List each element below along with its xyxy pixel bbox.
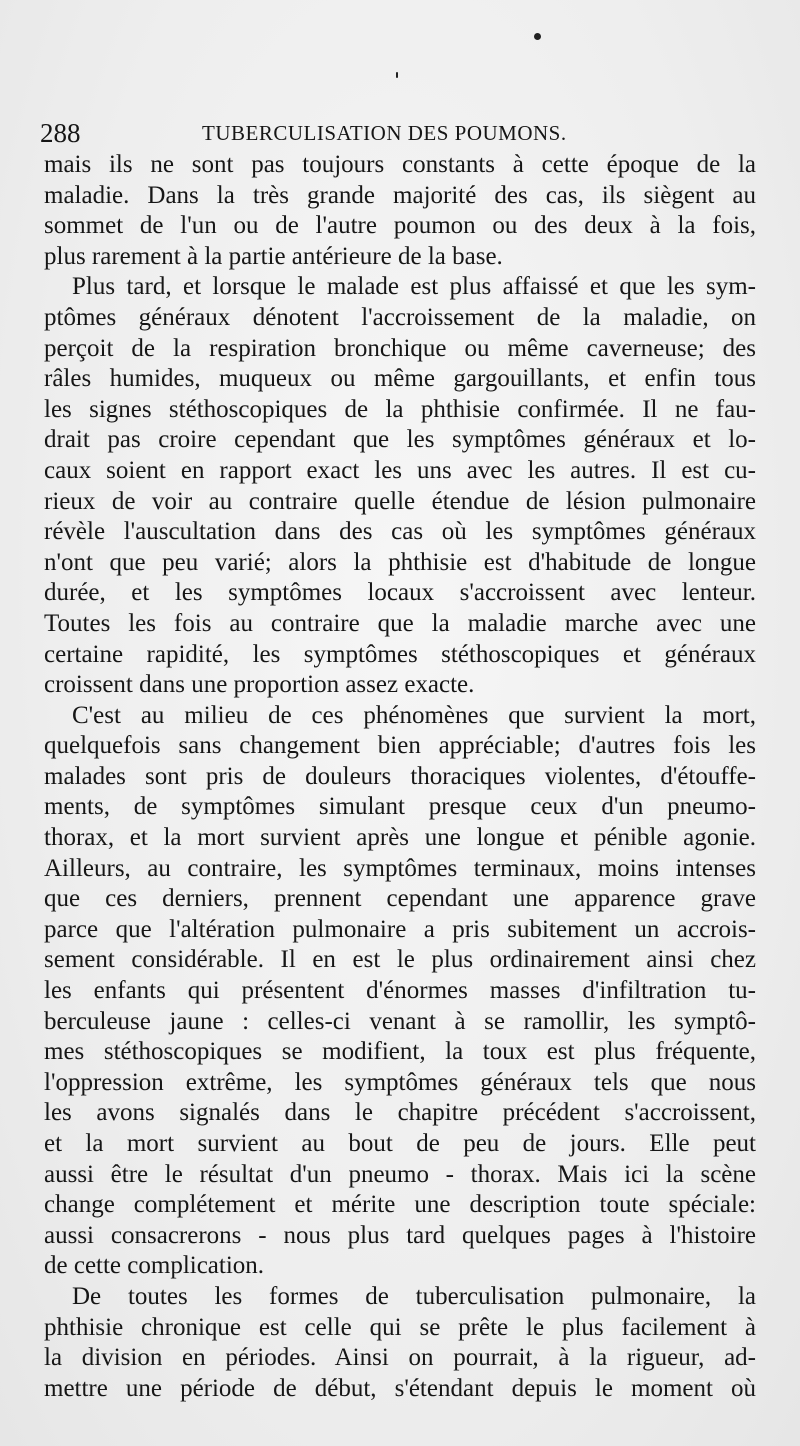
text-line: malades sont pris de douleurs thoraciques violentes, d'étouffe- — [44, 762, 756, 790]
text-line: drait pas croire cependant que les symptômes généraux et lo- — [44, 426, 756, 454]
text-line: Plus tard, et lorsque le malade est plus affaissé et que les sym- — [72, 273, 756, 301]
text-line: ments, de symptômes simulant presque ceux d'un pneumo- — [44, 793, 756, 821]
text-line: croissent dans une proportion assez exacte. — [44, 671, 475, 699]
text-line: C'est au milieu de ces phénomènes que survient la mort, — [72, 701, 756, 729]
running-head: TUBERCULISATION DES POUMONS. — [202, 121, 567, 145]
text-line: phthisie chronique est celle qui se prête le plus facilement à — [44, 1313, 756, 1341]
page-number: 288 — [40, 118, 81, 148]
text-line: certaine rapidité, les symptômes stéthoscopiques et généraux — [44, 640, 756, 668]
page-header — [40, 118, 760, 148]
text-line: maladie. Dans la très grande majorité des cas, ils siègent au — [44, 181, 756, 209]
text-line: berculeuse jaune : celles-ci venant à se ramollir, les symptô- — [44, 1007, 756, 1035]
text-line: Toutes les fois au contraire que la maladie marche avec une — [44, 609, 756, 637]
text-line: thorax, et la mort survient après une longue et pénible agonie. — [44, 824, 756, 852]
text-line: perçoit de la respiration bronchique ou même caverneuse; des — [44, 334, 756, 362]
text-line: parce que l'altération pulmonaire a pris subitement un accrois- — [44, 915, 756, 943]
text-line: et la mort survient au bout de peu de jours. Elle peut — [44, 1130, 756, 1157]
text-line: durée, et les symptômes locaux s'accroissent avec lenteur. — [44, 579, 756, 607]
text-line: les signes stéthoscopiques de la phthisie confirmée. Il ne fau- — [44, 395, 756, 423]
text-line: ptômes généraux dénotent l'accroissement de la maladie, on — [44, 303, 756, 331]
text-line: aussi être le résultat d'un pneumo - thorax. Mais ici la scène — [44, 1160, 756, 1188]
text-line: râles humides, muqueux ou même gargouillants, et enfin tous — [44, 365, 756, 393]
body-text — [44, 150, 756, 1404]
text-line: De toutes les formes de tuberculisation pulmonaire, la — [72, 1282, 756, 1310]
text-line: sommet de l'un ou de l'autre poumon ou des deux à la fois, — [44, 212, 756, 240]
text-line: mettre une période de début, s'étendant depuis le moment où — [44, 1374, 756, 1402]
text-line: caux soient en rapport exact les uns avec les autres. Il est cu- — [44, 456, 756, 484]
text-line: Ailleurs, au contraire, les symptômes terminaux, moins intenses — [44, 854, 756, 882]
text-line: révèle l'auscultation dans des cas où les symptômes généraux — [44, 518, 756, 546]
text-line: mais ils ne sont pas toujours constants à cette époque de la — [44, 151, 756, 178]
text-line: l'oppression extrême, les symptômes généraux tels que nous — [44, 1068, 756, 1096]
text-line: change complétement et mérite une description toute spéciale: — [44, 1191, 756, 1219]
text-line: n'ont que peu varié; alors la phthisie est d'habitude de longue — [44, 548, 756, 576]
ink-speck — [396, 72, 398, 78]
text-line: quelquefois sans changement bien appréciable; d'autres fois les — [44, 732, 756, 760]
ink-speck — [534, 33, 541, 40]
text-line: sement considérable. Il en est le plus ordinairement ainsi chez — [44, 946, 756, 974]
text-line: rieux de voir au contraire quelle étendue de lésion pulmonaire — [44, 487, 756, 515]
text-line: mes stéthoscopiques se modifient, la toux est plus fréquente, — [44, 1038, 756, 1066]
text-line: plus rarement à la partie antérieure de la base. — [44, 242, 503, 270]
text-line: que ces derniers, prennent cependant une apparence grave — [44, 885, 756, 913]
text-line: de cette complication. — [44, 1252, 265, 1280]
text-line: les enfants qui présentent d'énormes masses d'infiltration tu- — [44, 977, 756, 1005]
text-line: aussi consacrerons - nous plus tard quelques pages à l'histoire — [44, 1221, 756, 1249]
text-line: la division en périodes. Ainsi on pourrait, à la rigueur, ad- — [44, 1344, 756, 1372]
text-line: les avons signalés dans le chapitre précédent s'accroissent, — [44, 1099, 756, 1127]
